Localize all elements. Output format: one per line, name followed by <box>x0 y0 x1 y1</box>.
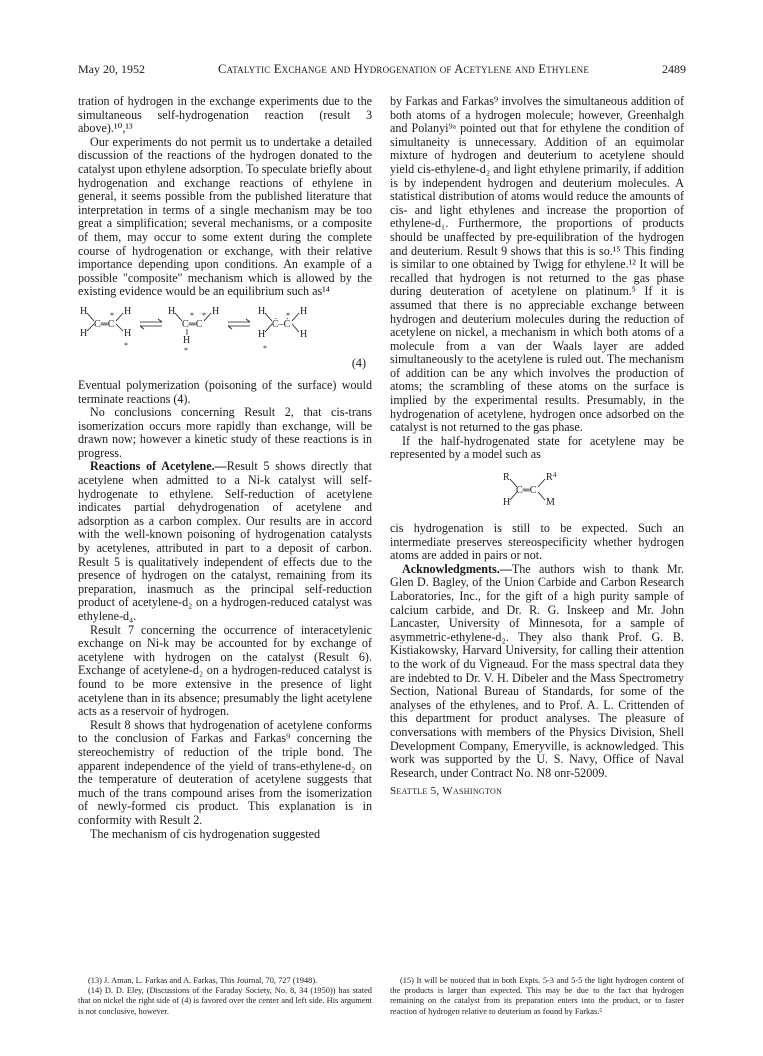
section-heading: Reactions of Acetylene.— <box>90 459 227 474</box>
header-title: Catalytic Exchange and Hydrogenation of Acetylene and Ethylene <box>217 62 590 76</box>
svg-text:*: * <box>110 310 114 320</box>
svg-text:H: H <box>80 327 88 339</box>
svg-text:H: H <box>258 328 266 340</box>
paragraph <box>78 460 372 623</box>
svg-text:H: H <box>212 305 220 317</box>
svg-text:*: * <box>263 343 267 353</box>
left-column <box>78 95 372 841</box>
paragraph: cis hydrogenation is still to be expected. Such an intermediate preserves stereospecificity whether hydrogen atoms are added in pairs or not. <box>390 521 684 563</box>
right-column <box>390 95 684 799</box>
paragraph <box>390 563 684 781</box>
section-heading: Acknowledgments.— <box>402 561 512 576</box>
svg-text:H: H <box>503 497 511 509</box>
footnote: (15) It will be noticed that in both Expts. 5-3 and 5-5 the light hydrogen content of the products is larger than expected. This may be due to the fact that hydrogen remaining on the catalyst from its preparation enters into the product, or to faster reaction of hydrogen relative to deuterium as found by Farkas.⁵ <box>390 976 684 1016</box>
svg-text:H: H <box>124 327 132 339</box>
svg-text:H: H <box>168 305 176 317</box>
svg-text:Ċ–Ċ: Ċ–Ċ <box>272 318 291 330</box>
footnotes-right <box>390 976 684 1017</box>
svg-text:*: * <box>184 345 188 355</box>
paragraph-text: Result 5 shows directly that acetylene when admitted to a Ni-k catalyst will self-hydrogenate to ethylene. Self-reduction of acetylene indicates partial dehydrogenation of acetylene and adsorption as a carbon complex. Our results are in accord with the well-known poisoning of hydrogenation catalysts by acetylenes, attributed in part to a deposit of carbon. Result 5 is qualitatively independent of effects due to the presence of hydrogen on the catalyst, remaining from its preparation, inasmuch as the principal self-reduction product of acetylene-d₂ on a hydrogen-reduced catalyst was ethylene-d₄. <box>78 459 372 623</box>
paragraph: Result 8 shows that hydrogenation of acetylene conforms to the conclusion of Farkas and Farkas⁹ concerning the stereochemistry of reduction of the triple bond. The apparent independence of the yield of trans-ethylene-d₂ on the temperature of deuteration of acetylene suggests that much of the trans compound arises from the isomerization of newly-formed cis product. This explanation is in conformity with Result 2. <box>78 717 372 827</box>
paragraph: tration of hydrogen in the exchange experiments due to the simultaneous self-hydrogenation reaction (result 3 above).¹⁰,¹³ <box>78 94 372 136</box>
reaction-scheme-figure <box>78 303 372 373</box>
paragraph: by Farkas and Farkas⁹ involves the simultaneous addition of both atoms of a hydrogen molecule; however, Greenhalgh and Polanyi⁹ᵃ pointed out that for ethylene the condition of simultaneity is unnecessary. Addition of an equimolar mixture of hydrogen and deuterium to acetylene should yield cis-ethylene-d₂ and light ethylene primarily, if addition is by independent hydrogen and deuterium molecules. A statistical distribution of atoms would reduce the amounts of cis- and light ethylenes and increase the proportion of ethylene-d₁. Furthermore, the proportions of products should be unaffected by pre-equilibration of the hydrogen and deuterium. Result 9 shows that this is so.¹⁵ This finding is similar to one obtained by Twigg for ethylene.¹² It will be recalled that hydrogen is not returned to the gas phase during deuteration of acetylene on platinum.⁵ If it is assumed that there is no appreciable exchange between hydrogen and deuterium molecules during the reduction of acetylene on nickel, a mechanism in which both atoms of a molecule from a van der Waals layer are added simultaneously to the acetylene is ruled out. The mechanism of addition can be any which involves the production of atoms; the scrambling of these atoms on the surface is implied by the experimental results. Presumably, in the hydrogenation of acetylene, hydrogen once adsorbed on the catalyst is not returned to the gas phase. <box>390 94 684 435</box>
svg-text:C═C: C═C <box>182 318 203 330</box>
header-page-number: 2489 <box>662 62 686 76</box>
svg-text:*: * <box>124 340 128 350</box>
svg-text:H: H <box>300 305 308 317</box>
half-hydrogenated-structure <box>390 468 684 518</box>
svg-text:H: H <box>300 328 308 340</box>
header-date: May 20, 1952 <box>78 62 145 76</box>
footnotes-left <box>78 976 372 1017</box>
equilibrium-scheme-4 <box>78 303 372 373</box>
footnote: (13) J. Aman, L. Farkas and A. Farkas, This Journal, 70, 727 (1948). <box>88 976 318 985</box>
svg-text:4: 4 <box>553 471 557 480</box>
svg-text:*: * <box>190 310 194 320</box>
author-address: Seattle 5, Washington <box>390 785 503 798</box>
paragraph-text: The authors wish to thank Mr. Glen D. Bagley, of the Union Carbide and Carbon Research Laboratories, Inc., for the gift of a high purity sample of calcium carbide, and Dr. R. G. Inskeep and Mr. John Lancaster, University of Minnesota, for a sample of asymmetric-ethylene-d₂. They also thank Prof. G. B. Kistiakowsky, Harvard University, for calling their attention to the work of du Vigneaud. For the mass spectral data they are indebted to Dr. V. H. Dibeler and the Mass Spectrometry Section, National Bureau of Standards, for some of the analyses of the ethylenes, and to Prof. A. L. Crittenden of this department for product analyses. The pleasure of conversations with members of the Physics Division, Shell Development Company, Emeryville, is acknowledged. This work was supported by the U. S. Navy, Office of Naval Research, under Contract No. N8 onr-52009. <box>390 561 684 780</box>
svg-text:R: R <box>546 472 553 484</box>
svg-text:H: H <box>80 305 88 317</box>
equation-number: (4) <box>351 355 366 370</box>
svg-text:H: H <box>258 305 266 317</box>
svg-text:H: H <box>124 305 132 317</box>
svg-text:*: * <box>202 310 206 320</box>
svg-text:M: M <box>546 497 555 509</box>
paragraph: No conclusions concerning Result 2, that cis-trans isomerization occurs more rapidly than exchange, will be drawn now; however a kinetic study of these reactions is in progress. <box>78 405 372 460</box>
svg-text:R: R <box>503 472 510 484</box>
footnote: (14) D. D. Eley, (Discussions of the Faraday Society, No. 8, 34 (1950)) has stated that on nickel the right side of (4) is favored over the center and left side. His argument is not conclusive, however. <box>78 986 372 1016</box>
svg-text:C═C: C═C <box>516 485 537 497</box>
paragraph: Result 7 concerning the occurrence of interacetylenic exchange on Ni-k may be accounted for by exchange of acetylene with hydrogen on the catalyst (Result 6). Exchange of acetylene-d₂ on a hydrogen-reduced catalyst is found to be more extensive in the presence of light acetylene than in its absence; presumably the light acetylene acts as a reservoir of hydrogen. <box>78 622 372 719</box>
svg-text:*: * <box>286 310 290 320</box>
paragraph: Eventual polymerization (poisoning of the surface) would terminate reactions (4). <box>78 377 372 406</box>
paragraph: The mechanism of cis hydrogenation suggested <box>90 826 321 841</box>
half-hydrogenated-model <box>390 468 684 518</box>
svg-text:H: H <box>183 334 191 346</box>
paragraph: If the half-hydrogenated state for acetylene may be represented by a model such as <box>390 433 684 462</box>
running-header <box>78 62 686 80</box>
paragraph: Our experiments do not permit us to undertake a detailed discussion of the reactions of the hydrogen donated to the catalyst upon ethylene adsorption. To speculate briefly about hydrogenation and exchange reactions of ethylene in general, it seems possible from the published literature that interpretation in terms of a single mechanism may be too great a simplification; several mechanisms, or a composite of them, may occur to some extent during the complete course of hydrogenation or exchange, with their relative importance depending upon conditions. An example of a possible "composite" mechanism which is allowed by the existing evidence would be an equilibrium such as¹⁴ <box>78 134 372 299</box>
svg-text:C═C: C═C <box>94 318 115 330</box>
